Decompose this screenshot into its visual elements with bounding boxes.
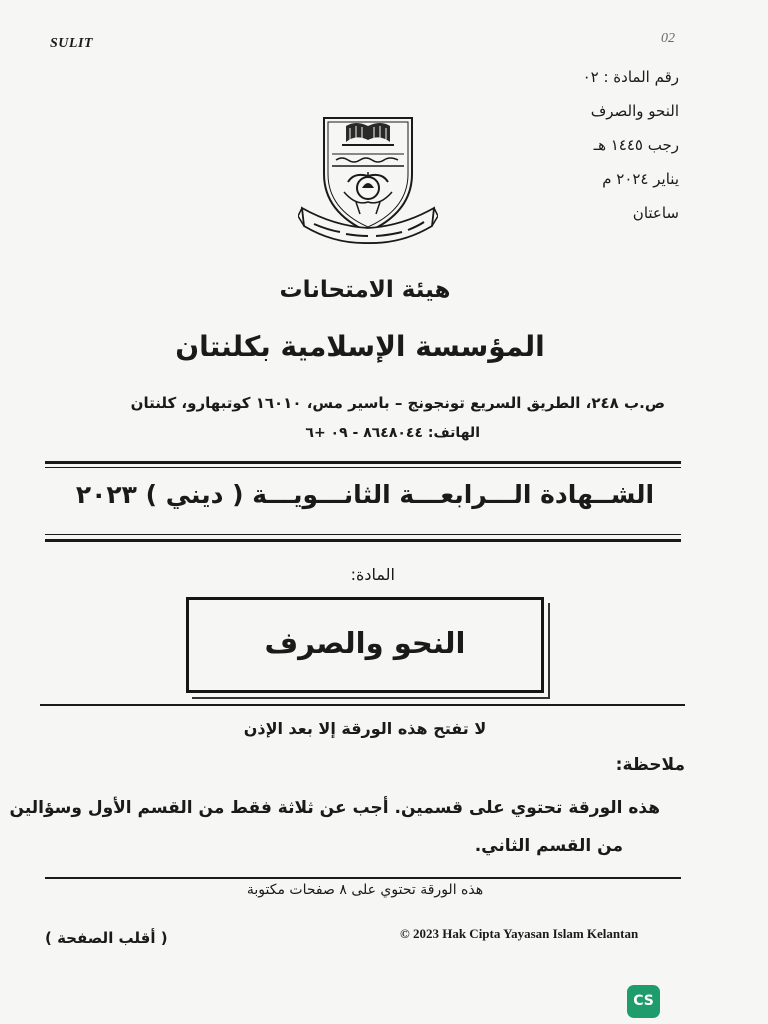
emblem-banner xyxy=(298,208,438,243)
turn-page-note: ( أقلب الصفحة ) xyxy=(45,929,168,947)
paper-info-block xyxy=(583,60,679,230)
crescent-dome-icon xyxy=(344,172,392,214)
subject-box xyxy=(186,597,544,693)
divider xyxy=(45,877,681,879)
copyright-notice: © 2023 Hak Cipta Yayasan Islam Kelantan xyxy=(400,926,639,941)
book-icon xyxy=(342,123,394,145)
subject-code: رقم المادة : ٠٢ xyxy=(582,68,679,86)
organization-address: ص.ب ٢٤٨، الطريق السريع تونجونج – باسير مس، ١٦٠١٠ كوتبهارو، كلنتان xyxy=(130,394,665,412)
divider-thick xyxy=(45,539,681,542)
page-code: 02 xyxy=(661,31,675,46)
subject-name-small: النحو والصرف xyxy=(590,102,679,120)
gregorian-date: يناير ٢٠٢٤ م xyxy=(602,170,679,188)
emblem-script-band xyxy=(332,154,404,166)
classification-label: SULIT xyxy=(50,36,93,51)
exam-title: الشــهادة الـــرابعـــة الثانـــويـــة ( ديني ) ٢٠٢٣ xyxy=(75,480,655,509)
institution-emblem-icon xyxy=(298,112,438,244)
page-count-note: هذه الورقة تحتوي على ٨ صفحات مكتوبة xyxy=(246,882,484,898)
divider-thin xyxy=(45,534,681,535)
hijri-date: رجب ١٤٤٥ هـ xyxy=(593,136,679,154)
organization-phone: الهاتف: ٨٦٤٨٠٤٤ - ٠٩ +٦ xyxy=(305,425,480,441)
note-text-line-1: هذه الورقة تحتوي على قسمين. أجب عن ثلاثة فقط من القسم الأول وسؤالين xyxy=(9,798,660,818)
exam-duration: ساعتان xyxy=(632,204,679,222)
organization-name: المؤسسة الإسلامية بكلنتان xyxy=(175,330,545,363)
note-text-line-2: من القسم الثاني. xyxy=(474,836,623,856)
subject-name: النحو والصرف xyxy=(264,626,466,660)
exam-board-name: هيئة الامتحانات xyxy=(279,277,451,303)
camscanner-logo-icon: CS xyxy=(627,985,660,1018)
note-label: ملاحظة: xyxy=(615,755,685,775)
subject-label: المادة: xyxy=(350,565,395,584)
divider-thin xyxy=(45,467,681,468)
do-not-open-warning: لا تفتح هذه الورقة إلا بعد الإذن xyxy=(243,719,487,738)
divider-thick xyxy=(45,461,681,464)
divider xyxy=(40,704,685,706)
